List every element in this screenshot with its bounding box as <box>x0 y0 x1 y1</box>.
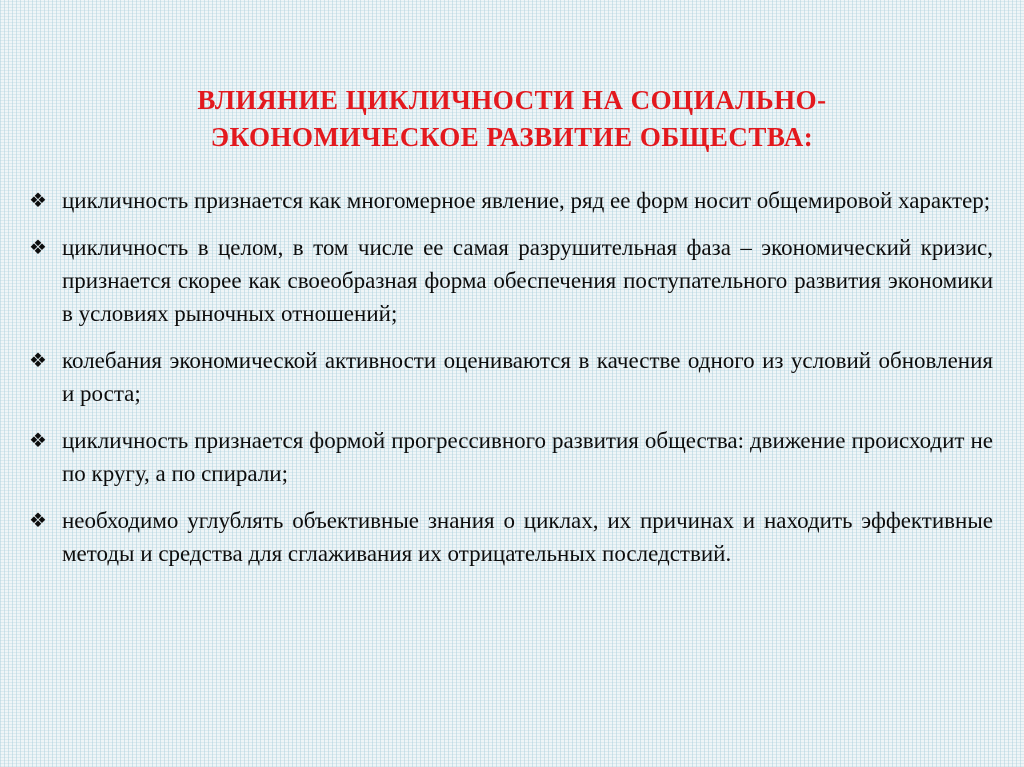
bullet-text-3: колебания экономической активности оцениваются в качестве одного из условий обновления и роста; <box>62 348 993 406</box>
bullet-item-5 <box>29 504 993 570</box>
bullet-text-4: цикличность признается формой прогрессивного развития общества: движение происходит не по кругу, а по спирали; <box>62 428 993 486</box>
slide-title <box>62 82 962 156</box>
bullet-item-3 <box>29 344 993 410</box>
slide-title-text: ВЛИЯНИЕ ЦИКЛИЧНОСТИ НА СОЦИАЛЬНО-ЭКОНОМИЧЕСКОЕ РАЗВИТИЕ ОБЩЕСТВА: <box>197 85 827 152</box>
bullet-item-2 <box>29 231 993 330</box>
bullet-diamond-icon: ❖ <box>29 428 47 452</box>
bullet-diamond-icon: ❖ <box>29 348 47 372</box>
bullet-diamond-icon: ❖ <box>29 235 47 259</box>
bullet-item-4 <box>29 424 993 490</box>
bullet-text-2: цикличность в целом, в том числе ее самая разрушительная фаза – экономический кризис, признается скорее как своеобразная форма обеспечения поступательного развития экономики в условиях рыночных отношений; <box>62 235 993 326</box>
bullet-text-1: цикличность признается как многомерное явление, ряд ее форм носит общемировой характер; <box>62 188 991 213</box>
bullet-item-1 <box>29 184 993 217</box>
bullet-list <box>29 184 993 584</box>
bullet-text-5: необходимо углублять объективные знания о циклах, их причинах и находить эффективные методы и средства для сглаживания их отрицательных последствий. <box>62 508 993 566</box>
bullet-diamond-icon: ❖ <box>29 188 47 212</box>
bullet-diamond-icon: ❖ <box>29 508 47 532</box>
